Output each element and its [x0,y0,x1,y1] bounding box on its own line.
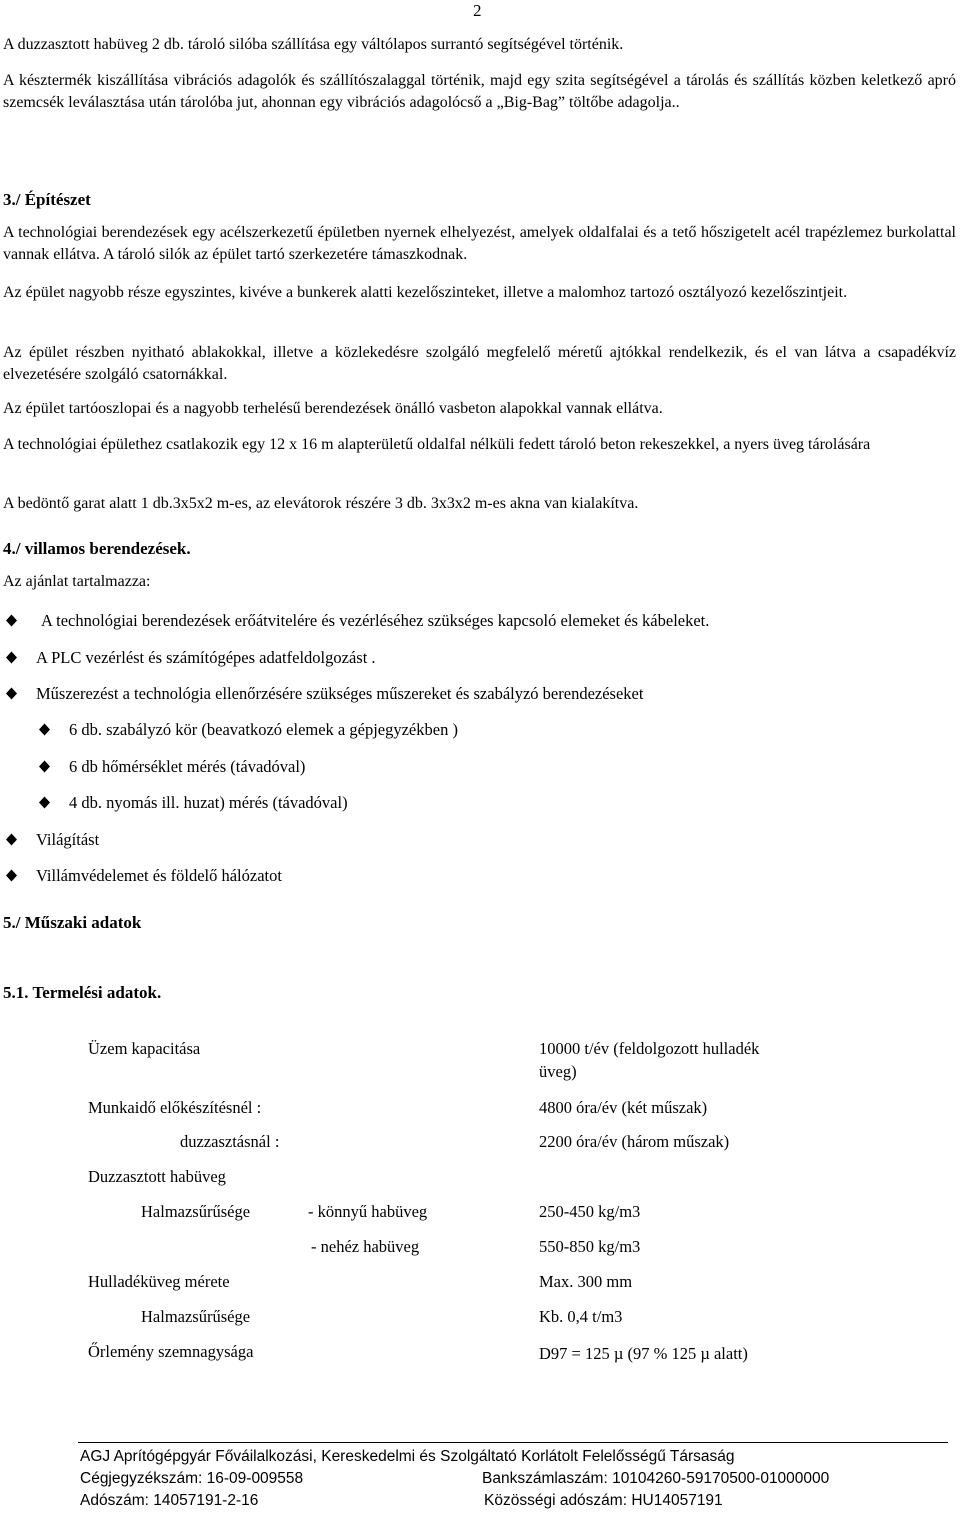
worktime-value: 4800 óra/év (két műszak) [539,1098,708,1117]
expansion-value: 2200 óra/év (három műszak) [539,1132,730,1151]
grind-size-label: Őrlemény szemnagysága [88,1342,254,1361]
expansion-label: duzzasztásnál : [180,1132,280,1151]
diamond-bullet-icon [5,869,18,882]
production-data-table [0,1036,960,1376]
bulk-density-label: Halmazsűrűsége [141,1202,251,1221]
architecture-paragraph-3: Az épület részben nyitható ablakokkal, illetve a közlekedésre szolgáló megfelelő méretű ajtókkal rendelkezik, és el van látva a csapadékvíz elvezetésére szolgáló csatornákkal. [3,344,956,383]
bullet-item [5,647,376,669]
waste-density-label: Halmazsűrűsége [141,1307,251,1326]
light-foam-value: 250-450 kg/m3 [539,1202,641,1221]
capacity-label: Üzem kapacitása [88,1039,201,1058]
worktime-label: Munkaidő előkészítésnél : [88,1098,262,1117]
bullet-item [5,610,710,632]
intro-paragraph: A késztermék kiszállítása vibrációs adagolók és szállítószalaggal történik, majd egy szita segítségével a tárolás és szállítás közben keletkező apró szemcsék leválasztása után tárolóba jut, ahonnan egy vibrációs adagolócső a „Big-Bag” töltőbe adagolja.. [3,72,956,111]
footer-eu-tax: Közösségi adószám: HU14057191 [484,1492,723,1509]
architecture-paragraph-1 [3,222,956,266]
architecture-paragraph-1-text: A technológiai berendezések egy acélszerkezetű épületben nyernek elhelyezést, amelyek oldalfalai és a tető hőszigetelt acél trapézlemez burkolattal vannak ellátva. A tároló silók az épület tartó szerkezetére támaszkodnak. [3,224,956,263]
offer-intro: Az ajánlat tartalmazza: [3,573,151,590]
architecture-paragraph-6: A bedöntő garat alatt 1 db.3x5x2 m-es, az elevátorok részére 3 db. 3x3x2 m-es akna van kialakítva. [3,495,639,512]
footer-registry: Cégjegyzékszám: 16-09-009558 [80,1470,304,1487]
diamond-bullet-icon [38,723,51,736]
bullet-text: Villámvédelemet és földelő hálózatot [36,866,282,885]
sub-bullet-item [38,792,348,814]
architecture-paragraph-2: Az épület nagyobb része egyszintes, kivéve a bunkerek alatti kezelőszinteket, illetve a malomhoz tartozó osztályozó kezelőszintjeit. [3,284,848,301]
bullet-text: Világítást [36,830,100,849]
architecture-paragraph-4: Az épület tartóoszlopai és a nagyobb terhelésű berendezések önálló vasbeton alapokkal vannak ellátva. [3,400,663,417]
grind-size-value: D97 = 125 µ (97 % 125 µ alatt) [539,1344,748,1363]
bullet-text: A technológiai berendezések erőátvitelére és vezérléséhez szükséges kapcsoló elemeket és kábeleket. [41,611,710,630]
heavy-foam-value: 550-850 kg/m3 [539,1237,641,1256]
capacity-value-cont: üveg) [539,1062,577,1081]
intro-line: A duzzasztott habüveg 2 db. tároló silóba szállítása egy váltólapos surrantó segítségével történik. [3,36,624,53]
heavy-foam-label: - nehéz habüveg [311,1237,420,1256]
architecture-paragraph-5: A technológiai épülethez csatlakozik egy 12 x 16 m alapterületű oldalfal nélküli fedett tároló beton rekeszekkel, a nyers üveg tárolására [3,436,871,453]
diamond-bullet-icon [5,687,18,700]
diamond-bullet-icon [5,833,18,846]
page-number: 2 [473,1,482,20]
bullet-item [5,829,100,851]
footer-bank: Bankszámlaszám: 10104260-59170500-01000000 [482,1470,830,1487]
diamond-bullet-icon [38,760,51,773]
bullet-text: Műszerezést a technológia ellenőrzésére szükséges műszereket és szabályzó berendezéseket [36,684,644,703]
sub-bullet-text: 6 db. szabályzó kör (beavatkozó elemek a gépjegyzékben ) [69,720,458,739]
diamond-bullet-icon [38,796,51,809]
diamond-bullet-icon [5,614,18,627]
waste-density-value: Kb. 0,4 t/m3 [539,1307,623,1326]
waste-glass-size-value: Max. 300 mm [539,1272,633,1291]
footer-company: AGJ Aprítógépgyár Főváilalkozási, Kereskedelmi és Szolgáltató Korlátolt Felelősségű Társaság [80,1448,735,1465]
bullet-text: A PLC vezérlést és számítógépes adatfeldolgozást . [36,648,376,667]
section-heading-technical: 5./ Műszaki adatok [3,913,142,932]
capacity-value: 10000 t/év (feldolgozott hulladék [539,1039,760,1058]
footer-tax: Adószám: 14057191-2-16 [80,1492,259,1509]
foam-glass-label: Duzzasztott habüveg [88,1167,226,1186]
sub-bullet-item [38,756,306,778]
diamond-bullet-icon [5,651,18,664]
section-heading-electrical: 4./ villamos berendezések. [3,539,191,558]
bullet-item [5,865,282,887]
bullet-item [5,683,644,705]
sub-bullet-item [38,719,458,741]
sub-bullet-text: 6 db hőmérséklet mérés (távadóval) [69,757,306,776]
section-heading-architecture: 3./ Építészet [3,190,91,209]
sub-bullet-text: 4 db. nyomás ill. huzat) mérés (távadóval) [69,793,348,812]
footer-divider [78,1442,948,1443]
light-foam-label: - könnyű habüveg [308,1202,428,1221]
subsection-heading-production: 5.1. Termelési adatok. [3,983,162,1002]
waste-glass-size-label: Hulladéküveg mérete [88,1272,230,1291]
